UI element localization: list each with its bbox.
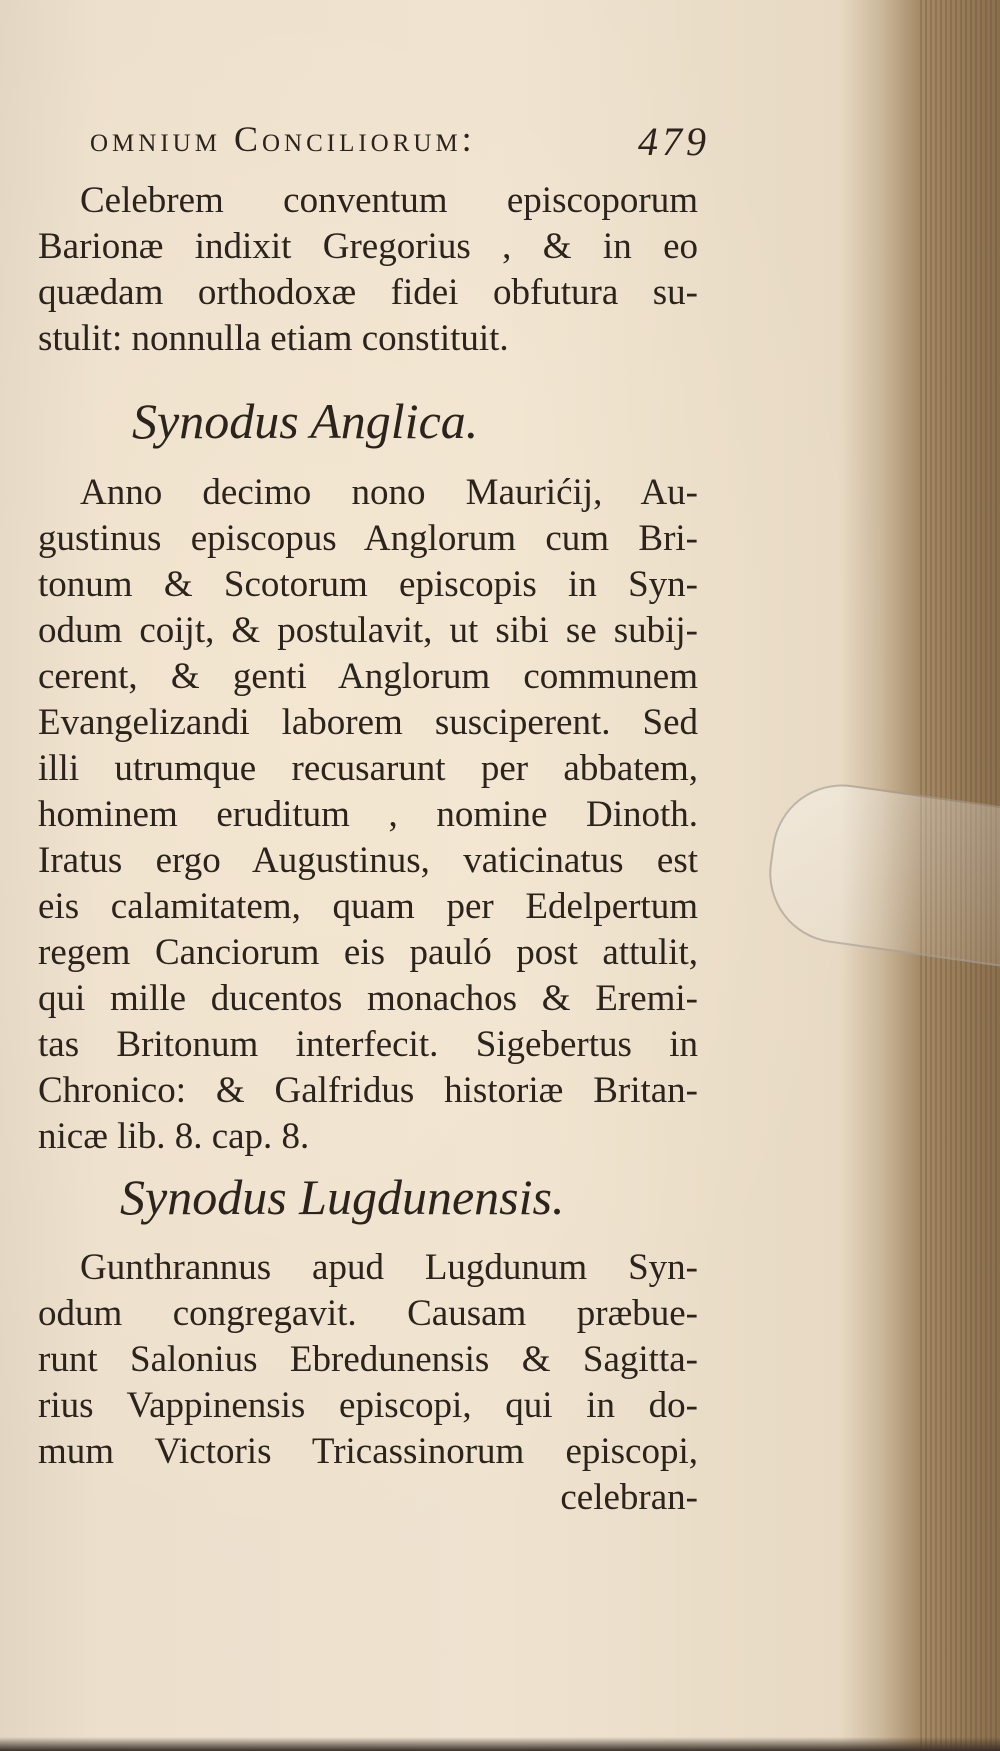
text-line: stulit: nonnulla etiam constituit.: [38, 318, 509, 359]
text-line: illi utrumque recusarunt per abbatem,: [38, 748, 698, 789]
text-line: quædam orthodoxæ fidei obfutura su-: [38, 272, 698, 313]
catchword: celebran-: [560, 1477, 698, 1518]
text-line: runt Salonius Ebredunensis & Sagitta-: [38, 1339, 698, 1380]
text-line: rius Vappinensis episcopi, qui in do-: [38, 1385, 698, 1426]
text-line: Evangelizandi laborem susciperent. Sed: [38, 702, 698, 743]
text-line: Chronico: & Galfridus historiæ Britan-: [38, 1070, 698, 1111]
text-line: tonum & Scotorum episcopis in Syn-: [38, 564, 698, 605]
section-heading: Synodus Lugdunensis.: [120, 1169, 565, 1225]
text-line: Gunthrannus apud Lugdunum Syn-: [80, 1247, 698, 1288]
text-line: hominem eruditum , nomine Dinoth.: [38, 794, 698, 835]
text-line: nicæ lib. 8. cap. 8.: [38, 1116, 310, 1157]
text-line: Celebrem conventum episcoporum: [80, 180, 698, 221]
text-line: gustinus episcopus Anglorum cum Bri-: [38, 518, 698, 559]
text-line: tas Britonum interfecit. Sigebertus in: [38, 1024, 698, 1065]
text-line: mum Victoris Tricassinorum episcopi,: [38, 1431, 698, 1472]
section-heading: Synodus Anglica.: [132, 393, 479, 449]
page-number: 479: [638, 119, 710, 164]
text-line: odum congregavit. Causam præbue-: [38, 1293, 698, 1334]
text-line: eis calamitatem, quam per Edelpertum: [38, 886, 698, 927]
running-header: [90, 118, 710, 170]
text-line: cerent, & genti Anglorum communem: [38, 656, 698, 697]
text-line: qui mille ducentos monachos & Eremi-: [38, 978, 698, 1019]
page-weight-clip: [760, 775, 1000, 969]
text-line: Iratus ergo Augustinus, vaticinatus est: [38, 840, 698, 881]
text-line: Anno decimo nono Maurićij, Au-: [80, 472, 698, 513]
page-bottom-shadow: [0, 1737, 1000, 1751]
text-line: odum coijt, & postulavit, ut sibi se subij-: [38, 610, 698, 651]
running-head-title: omnium Conciliorum:: [90, 119, 476, 159]
text-line: regem Canciorum eis pauló post attulit,: [38, 932, 698, 973]
text-line: Barionæ indixit Gregorius , & in eo: [38, 226, 698, 267]
